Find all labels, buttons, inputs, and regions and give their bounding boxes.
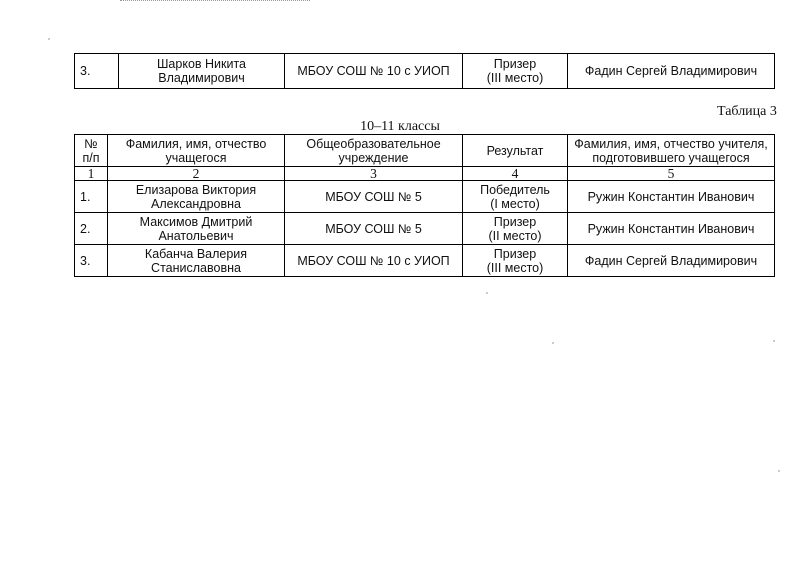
table-row <box>75 213 775 245</box>
header-student-line1: Фамилия, имя, отчество <box>125 136 267 151</box>
header-school <box>285 135 463 167</box>
header-teacher-line1: Фамилия, имя, отчество учителя, <box>574 136 768 151</box>
student-name <box>119 54 285 89</box>
row-number: 2. <box>75 213 108 245</box>
student-name-line2: Анатольевич <box>158 228 234 243</box>
student-name-line2: Владимирович <box>158 71 245 85</box>
school-name: МБОУ СОШ № 10 с УИОП <box>285 54 463 89</box>
student-name-line1: Кабанча Валерия <box>144 246 248 261</box>
school-name: МБОУ СОШ № 5 <box>285 213 463 245</box>
scan-speck <box>778 470 780 472</box>
header-student-line2: учащегося <box>165 150 227 165</box>
row-number: 3. <box>75 245 108 277</box>
row-number: 3. <box>75 54 119 89</box>
school-name: МБОУ СОШ № 10 с УИОП <box>285 245 463 277</box>
student-name-line1: Елизарова Виктория <box>135 182 257 197</box>
header-school-line2: учреждение <box>338 150 409 165</box>
student-name-line1: Максимов Дмитрий <box>139 214 253 229</box>
column-number: 4 <box>463 167 568 181</box>
table-label: Таблица 3 <box>717 104 777 119</box>
result <box>463 54 568 89</box>
scan-speck <box>552 342 554 344</box>
result <box>463 245 568 277</box>
result-line2: (II место) <box>488 228 542 243</box>
table-caption: 10–11 классы <box>360 119 440 134</box>
column-number: 1 <box>75 167 108 181</box>
student-name <box>108 245 285 277</box>
result-line2: (III место) <box>486 260 544 275</box>
school-name: МБОУ СОШ № 5 <box>285 181 463 213</box>
student-name-line2: Александровна <box>151 196 241 211</box>
header-teacher <box>568 135 775 167</box>
scan-speck <box>773 340 775 342</box>
header-student <box>108 135 285 167</box>
table-header-row <box>75 135 775 167</box>
column-number: 2 <box>108 167 285 181</box>
header-num-line1: № <box>84 136 98 151</box>
scan-speck <box>48 38 50 40</box>
result <box>463 181 568 213</box>
teacher-name: Ружин Константин Иванович <box>568 181 775 213</box>
column-number: 3 <box>285 167 463 181</box>
table-row <box>75 54 775 89</box>
row-number: 1. <box>75 181 108 213</box>
header-num <box>75 135 108 167</box>
result-line1: Призер <box>493 57 537 71</box>
table-row <box>75 245 775 277</box>
student-name <box>108 213 285 245</box>
column-number: 5 <box>568 167 775 181</box>
teacher-name: Ружин Константин Иванович <box>568 213 775 245</box>
header-result: Результат <box>463 135 568 167</box>
page-edge-scrap <box>120 0 310 5</box>
table-row <box>75 181 775 213</box>
teacher-name: Фадин Сергей Владимирович <box>568 245 775 277</box>
header-num-line2: п/п <box>82 150 100 165</box>
student-name <box>108 181 285 213</box>
previous-table-continuation <box>74 53 775 89</box>
header-school-line1: Общеобразовательное <box>306 136 441 151</box>
result-line1: Призер <box>493 246 537 261</box>
results-table-10-11 <box>74 134 775 277</box>
column-number-row <box>75 167 775 181</box>
result <box>463 213 568 245</box>
scan-speck <box>486 292 488 294</box>
result-line1: Призер <box>493 214 537 229</box>
student-name-line1: Шарков Никита <box>156 57 247 71</box>
student-name-line2: Станиславовна <box>151 260 241 275</box>
result-line1: Победитель <box>480 182 550 197</box>
result-line2: (I место) <box>490 196 540 211</box>
header-teacher-line2: подготовившего учащегося <box>592 150 750 165</box>
teacher-name: Фадин Сергей Владимирович <box>568 54 775 89</box>
result-line2: (III место) <box>486 71 544 85</box>
